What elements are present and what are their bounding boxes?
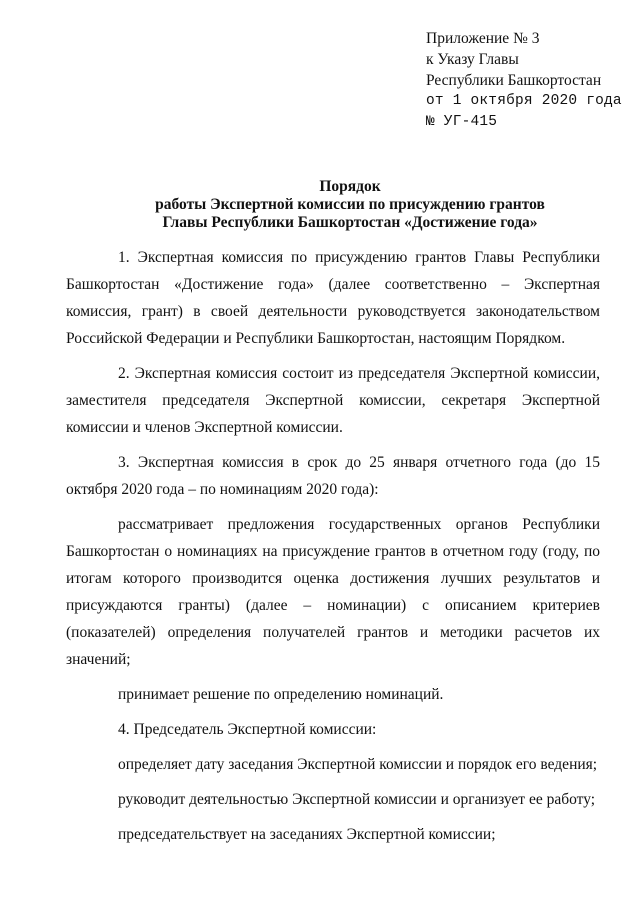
title-line-1: Порядок <box>319 178 381 195</box>
annex-date: от 1 октября 2020 года <box>426 93 622 109</box>
annex-decree-number: № УГ-415 <box>426 114 498 130</box>
title-line-3: Главы Республики Башкортостан «Достижение года» <box>162 214 538 231</box>
annex-number: Приложение № 3 <box>426 30 540 47</box>
paragraph-3-item-2: принимает решение по определению номинаций. <box>118 686 444 703</box>
annex-republic: Республики Башкортостан <box>426 72 602 89</box>
paragraph-4-item-1: определяет дату заседания Экспертной комиссии и порядок его ведения; <box>118 756 598 773</box>
paragraph-1: 1. Экспертная комиссия по присуждению грантов Главы Республики Башкортостан «Достижение года» (далее соответственно – Экспертная комиссия, грант) в своей деятельности руководствуется законодательством Российской Федерации и Республики Башкортостан, настоящим Порядком. <box>66 249 600 347</box>
document-title <box>60 178 640 232</box>
paragraph-4: 4. Председатель Экспертной комиссии: <box>118 721 377 738</box>
paragraph-3: 3. Экспертная комиссия в срок до 25 января отчетного года (до 15 октября 2020 года – по номинациям 2020 года): <box>66 454 600 498</box>
document-body <box>66 244 600 848</box>
paragraph-4-item-2: руководит деятельностью Экспертной комиссии и организует ее работу; <box>118 791 596 808</box>
paragraph-4-item-3: председательствует на заседаниях Экспертной комиссии; <box>118 826 496 843</box>
paragraph-2: 2. Экспертная комиссия состоит из председателя Экспертной комиссии, заместителя председателя Экспертной комиссии, секретаря Экспертной комиссии и членов Экспертной комиссии. <box>66 365 600 436</box>
paragraph-3-item-1: рассматривает предложения государственных органов Республики Башкортостан о номинациях на присуждение грантов в отчетном году (году, по итогам которого производится оценка достижения лучших результатов и присуждаются гранты) (далее – номинации) с описанием критериев (показателей) определения получателей грантов и методики расчетов их значений; <box>66 516 600 668</box>
title-line-2: работы Экспертной комиссии по присуждению грантов <box>155 196 545 213</box>
annex-reference: к Указу Главы <box>426 51 519 68</box>
annex-block <box>426 28 622 133</box>
